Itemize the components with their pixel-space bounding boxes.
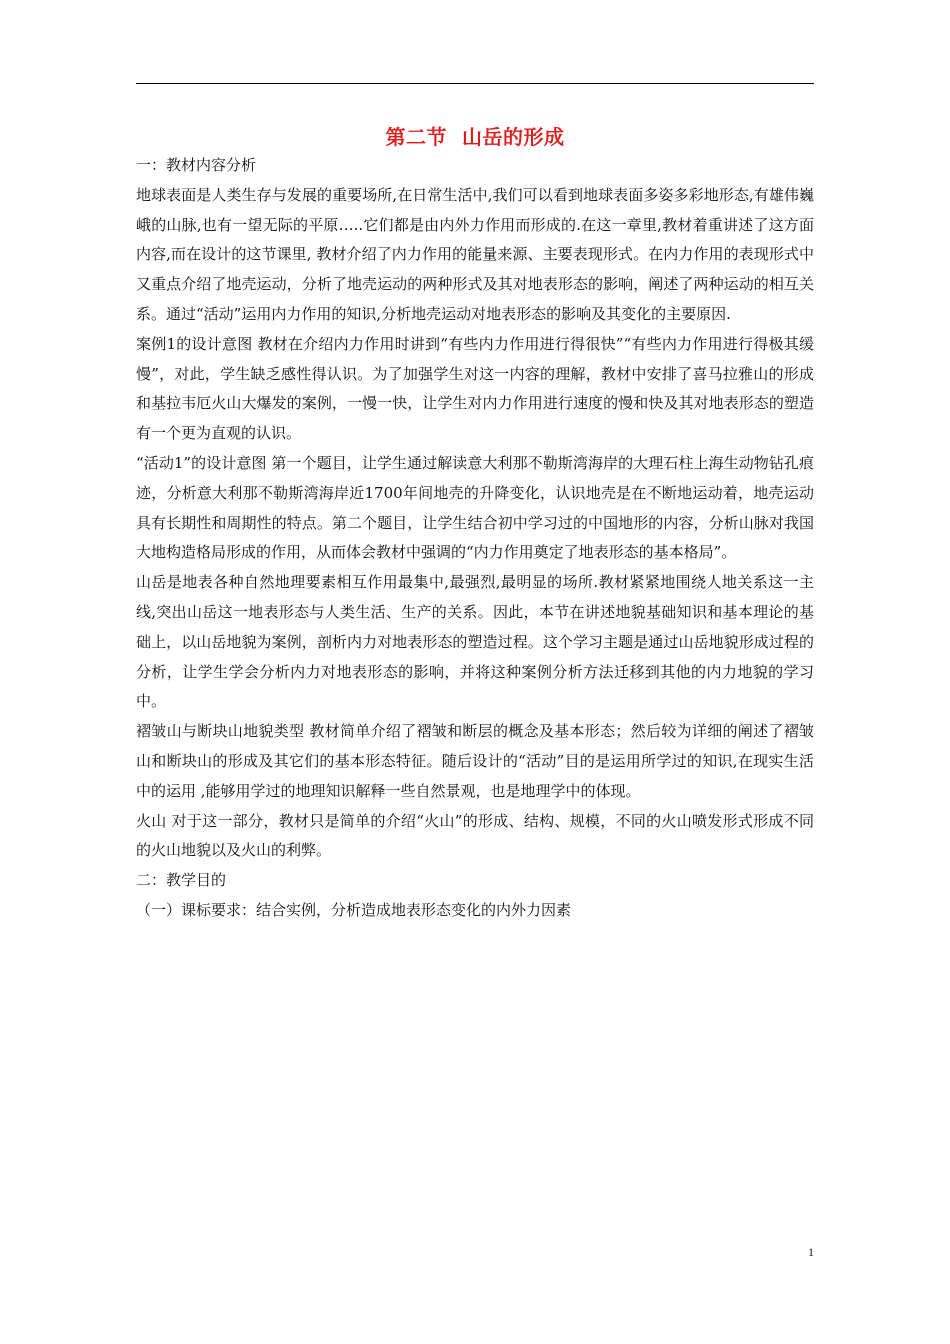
paragraph-fold-fault-mountains: 褶皱山与断块山地貌类型 教材简单介绍了褶皱和断层的概念及基本形态；然后较为详细的阐述了褶皱山和断块山的形成及其它们的基本形态特征。随后设计的“活动”目的是运用所学过的知识,在现实生活中的运用 ,能够用学过的地理知识解释一些自然景观，也是地理学中的体现。 [136, 722, 814, 800]
section-heading-teaching-goals: 二：教学目的 [136, 871, 227, 890]
paragraph-volcano: 火山 对于这一部分，教材只是简单的介绍“火山”的形成、结构、规模，不同的火山喷发形式形成不同的火山地貌以及火山的利弊。 [136, 811, 814, 860]
paragraph-activity-1: “活动1”的设计意图 第一个题目，让学生通过解读意大利那不勒斯湾海岸的大理石柱上海生动物钻孔痕迹，分析意大利那不勒斯湾海岸近1700年间地壳的升降变化，认识地壳是在不断地运动着，地壳运动具有长期性和周期性的特点。第二个题目，让学生结合初中学习过的中国地形的内容，分析山脉对我国大地构造格局形成的作用，从而体会教材中强调的“内力作用奠定了地表形态的基本格局”。 [136, 453, 814, 562]
paragraph-intro: 地球表面是人类生存与发展的重要场所,在日常生活中,我们可以看到地球表面多姿多彩地形态,有雄伟巍峨的山脉,也有一望无际的平原…..它们都是由内外力作用而形成的.在这一章里,教材着重讲述了这方面内容,而在设计的这节课里, 教材介绍了内力作用的能量来源、主要表现形式。在内力作用的表现形式中又重点介绍了地壳运动，分析了地壳运动的两种形式及其对地表形态的影响，阐述了两种运动的相互关系。通过“活动”运用内力作用的知识,分析地壳运动对地表形态的影响及其变化的主要原因. [136, 185, 814, 323]
paragraph-case-1: 案例1的设计意图 教材在介绍内力作用时讲到“有些内力作用进行得很快”“有些内力作用进行得极其缓慢”，对此，学生缺乏感性得认识。为了加强学生对这一内容的理解，教材中安排了喜马拉雅山的形成和基拉韦厄火山大爆发的案例，一慢一快，让学生对内力作用进行速度的慢和快及其对地表形态的塑造有一个更为直观的认识。 [136, 334, 814, 443]
document-title: 第二节 山岳的形成 [385, 125, 565, 149]
page-number: 1 [808, 1245, 814, 1259]
paragraph-mountains: 山岳是地表各种自然地理要素相互作用最集中,最强烈,最明显的场所.教材紧紧地围绕人地关系这一主线,突出山岳这一地表形态与人类生活、生产的关系。因此，本节在讲述地貌基础知识和基本理论的基础上，以山岳地貌为案例，剖析内力对地表形态的塑造过程。这个学习主题是通过山岳地貌形成过程的分析，让学生学会分析内力对地表形态的影响，并将这种案例分析方法迁移到其他的内力地貌的学习中。 [136, 573, 814, 711]
document-body [136, 151, 814, 926]
subheading-curriculum-requirements: （一）课标要求：结合实例，分析造成地表形态变化的内外力因素 [136, 900, 572, 919]
header-rule [136, 83, 814, 84]
section-heading-teaching-material-analysis: 一：教材内容分析 [136, 156, 257, 174]
